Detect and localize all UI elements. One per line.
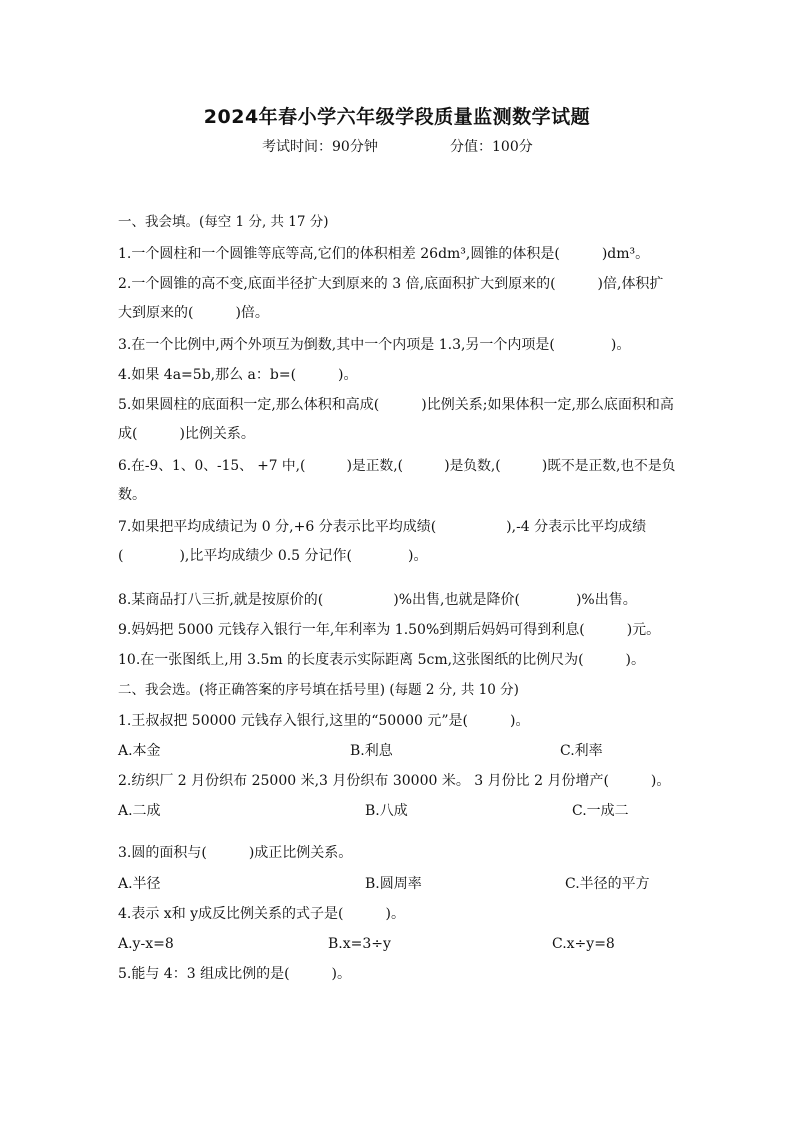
question-1-4: 4.如果 4a=5b,那么 a：b=( )。 [118, 367, 358, 383]
question-2-3-option-b: B.圆周率 [365, 876, 422, 892]
question-1-8: 8.某商品打八三折,就是按原价的( )%出售,也就是降价( )%出售。 [118, 592, 637, 608]
question-1-5-line-1: 5.如果圆柱的底面积一定,那么体积和高成( )比例关系;如果体积一定,那么底面积和高 [118, 397, 674, 413]
question-2-4-option-c: C.x÷y=8 [552, 936, 615, 952]
question-2-3-option-a: A.半径 [118, 876, 161, 892]
question-1-3: 3.在一个比例中,两个外项互为倒数,其中一个内项是 1.3,另一个内项是( )。 [118, 337, 631, 353]
question-1-5-line-2: 成( )比例关系。 [118, 426, 255, 442]
question-2-2-option-c: C.一成二 [572, 803, 629, 819]
question-2-1-option-b: B.利息 [350, 743, 393, 759]
question-1-9: 9.妈妈把 5000 元钱存入银行一年,年利率为 1.50%到期后妈妈可得到利息( )元。 [118, 622, 661, 638]
exam-score: 分值：100分 [450, 139, 533, 155]
question-1-2-line-2: 大到原来的( )倍。 [118, 305, 269, 321]
question-1-6-line-2: 数。 [118, 487, 146, 503]
question-2-1-option-a: A.本金 [118, 743, 161, 759]
question-2-2-option-a: A.二成 [118, 803, 161, 819]
section-1-heading: 一、我会填。(每空 1 分, 共 17 分) [118, 214, 329, 230]
question-2-3-option-c: C.半径的平方 [565, 876, 650, 892]
question-2-4-option-b: B.x=3÷y [328, 936, 391, 952]
question-1-1: 1.一个圆柱和一个圆锥等底等高,它们的体积相差 26dm³,圆锥的体积是( )dm³。 [118, 246, 650, 262]
question-2-2: 2.纺织厂 2 月份织布 25000 米,3 月份织布 30000 米。 3 月份比 2 月份增产( )。 [118, 773, 671, 789]
question-1-6-line-1: 6.在-9、1、0、-15、 +7 中,( )是正数,( )是负数,( )既不是正数,也不是负 [118, 458, 676, 474]
question-2-1: 1.王叔叔把 50000 元钱存入银行,这里的“50000 元”是( )。 [118, 713, 530, 729]
section-2-heading: 二、我会选。(将正确答案的序号填在括号里) (每题 2 分, 共 10 分) [118, 682, 519, 698]
exam-time: 考试时间：90分钟 [262, 139, 378, 155]
question-2-4: 4.表示 x和 y成反比例关系的式子是( )。 [118, 906, 405, 922]
question-2-2-option-b: B.八成 [365, 803, 408, 819]
question-2-4-option-a: A.y-x=8 [118, 936, 174, 952]
question-1-10: 10.在一张图纸上,用 3.5m 的长度表示实际距离 5cm,这张图纸的比例尺为( )。 [118, 652, 646, 668]
question-2-3: 3.圆的面积与( )成正比例关系。 [118, 845, 353, 861]
question-2-1-option-c: C.利率 [560, 743, 603, 759]
question-2-5: 5.能与 4：3 组成比例的是( )。 [118, 966, 351, 982]
page-title: 2024年春小学六年级学段质量监测数学试题 [203, 106, 591, 128]
question-1-7-line-1: 7.如果把平均成绩记为 0 分,+6 分表示比平均成绩( ),-4 分表示比平均成绩 [118, 519, 647, 535]
question-1-2-line-1: 2.一个圆锥的高不变,底面半径扩大到原来的 3 倍,底面积扩大到原来的( )倍,体积扩 [118, 276, 664, 292]
question-1-7-line-2: ( ),比平均成绩少 0.5 分记作( )。 [118, 548, 428, 564]
